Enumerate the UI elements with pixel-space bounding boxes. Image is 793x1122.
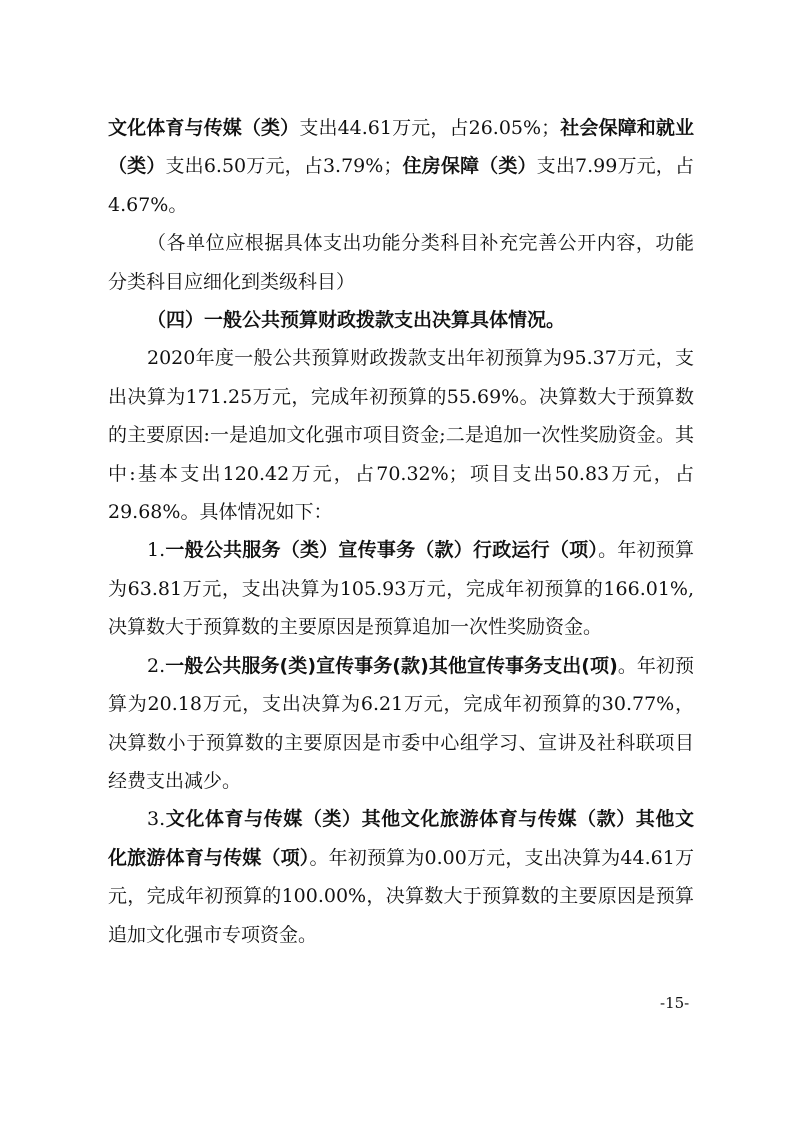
- paragraph-summary: 2020年度一般公共预算财政拨款支出年初预算为95.37万元，支出决算为171.25万元，完成年初预算的55.69%。决算数大于预算数的主要原因:一是追加文化强市项目资金;二是追加一次性奖励资金。其中:基本支出120.42万元，占70.32%；项目支出50.83万元，占29.68%。具体情况如下：: [108, 347, 694, 524]
- section-heading-4: [108, 301, 694, 339]
- item-3-number: 3.: [147, 808, 166, 831]
- item-1: [108, 531, 694, 646]
- item-2-title: 一般公共服务(类)宣传事务(款)其他宣传事务支出(项): [165, 654, 618, 677]
- item-1-title: 一般公共服务（类）宣传事务（款）行政运行（项）: [165, 539, 599, 562]
- category-culture-text: 支出44.61万元，占26.05%；: [299, 117, 561, 139]
- item-2-text: 。年初预算为20.18万元，支出决算为6.21万元，完成年初预算的30.77%，决算数小于预算数的主要原因是市委中心组学习、宣讲及社科联项目经费支出减少。: [108, 654, 694, 792]
- paragraph-note: （各单位应根据具体支出功能分类科目补充完善公开内容，功能分类科目应细化到类级科目）: [108, 232, 694, 293]
- section-heading-4-text: （四）一般公共预算财政拨款支出决算具体情况。: [147, 309, 566, 332]
- item-3-text: 。年初预算为0.00万元，支出决算为44.61万元，完成年初预算的100.00%，决算数大于预算数的主要原因是预算追加文化强市专项资金。: [108, 846, 694, 946]
- document-body: [108, 109, 694, 954]
- category-social-security-label: 社会保障和就业（类）: [108, 117, 694, 178]
- category-housing-text: 支出7.99万元，占4.67%。: [108, 155, 694, 216]
- page-number: -15-: [660, 994, 690, 1012]
- item-1-text: 。年初预算为63.81万元，支出决算为105.93万元，完成年初预算的166.01%,决算数大于预算数的主要原因是预算追加一次性奖励资金。: [108, 539, 694, 639]
- category-social-security-text: 支出6.50万元，占3.79%；: [165, 155, 403, 178]
- category-housing-label: 住房保障（类）: [402, 155, 537, 178]
- item-2: [108, 647, 694, 801]
- item-3-title: 文化体育与传媒（类）其他文化旅游体育与传媒（款）其他文化旅游体育与传媒（项）: [108, 808, 694, 869]
- item-2-number: 2.: [147, 654, 166, 677]
- item-3: [108, 800, 694, 954]
- category-culture-label: 文化体育与传媒（类）: [108, 117, 300, 139]
- item-1-number: 1.: [147, 539, 166, 562]
- paragraph-expenditure-shares: [108, 109, 694, 224]
